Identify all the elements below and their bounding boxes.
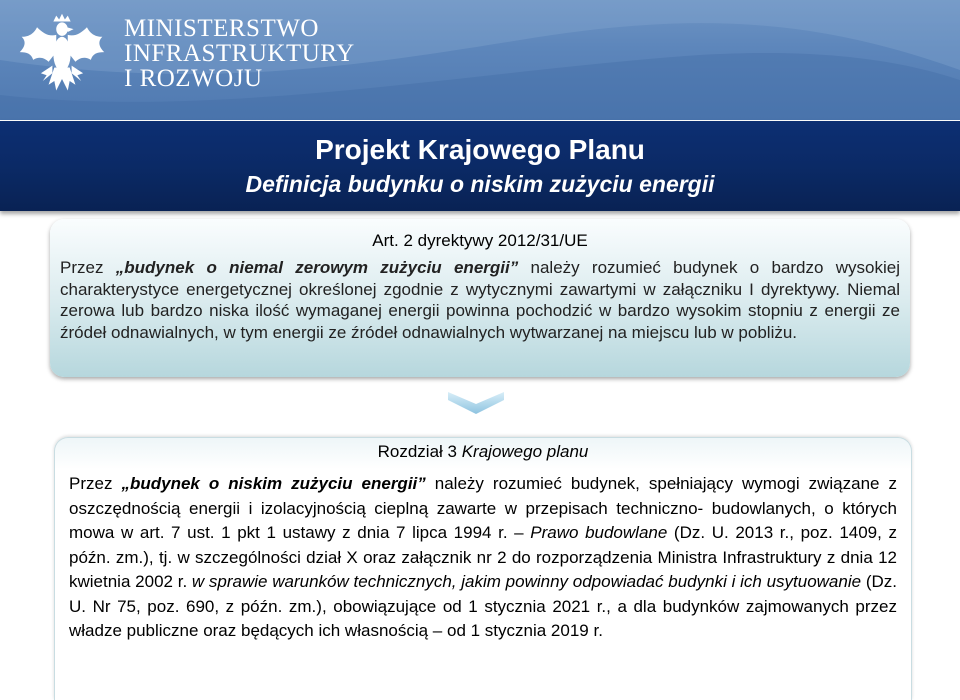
national-plan-text-2: należy rozumieć budynek, spełniający wymogi związane z oszczędnością energii i izolacyjnością cieplną zawarte w przepisach techniczno- budowlanych, o których mowa w art. 7 ust. 1 pkt 1 ustawy z dnia 7 lipca 1994 r. – [69,474,897,542]
national-plan-text-3: (Dz. U. 2013 r., poz. 1409, z późn. zm.), tj. w szczególności dział X oraz załącznik nr 2 do rozporządzenia Ministra Infrastruktury z dnia 12 kwietnia 2002 r. [69,523,897,591]
ministry-line-1: MINISTERSTWO [124,15,319,42]
national-plan-heading-prefix: Rozdział 3 [377,442,462,461]
national-plan-heading [55,442,911,462]
directive-text-prefix: Przez [60,258,116,277]
national-plan-defined-term: „budynek o niskim zużyciu energii” [121,474,426,493]
directive-heading: Art. 2 dyrektywy 2012/31/UE [372,231,588,250]
national-plan-text-4: (Dz. U. Nr 75, poz. 690, z późn. zm.), obowiązujące od 1 stycznia 2021 r., a dla budynków zajmowanych przez władze publiczne oraz będących ich własnością – od 1 stycznia 2019 r. [69,572,897,640]
directive-defined-term: „budynek o niemal zerowym zużyciu energii” [115,258,519,277]
white-eagle-emblem-icon [14,8,110,104]
regulation-title: w sprawie warunków technicznych, jakim powinny odpowiadać budynki i ich usytuowanie [191,572,862,591]
national-plan-text-1: Przez [69,474,122,493]
page-subtitle: Definicja budynku o niskim zużyciu energii [245,171,715,197]
header-bar [0,0,960,120]
ministry-line-3: I ROZWOJU [124,65,263,92]
building-law-title: Prawo budowlane [530,523,668,542]
ministry-name [124,16,355,91]
national-plan-definition-text [69,472,897,644]
national-plan-definition-box [54,437,912,700]
ministry-line-2: INFRASTRUKTURY [124,40,355,67]
chevron-down-icon [448,392,504,414]
national-plan-heading-italic: Krajowego planu [461,442,589,461]
directive-definition-box [50,219,910,377]
directive-definition-text [60,257,900,343]
directive-text-body: należy rozumieć budynek o bardzo wysokiej charakterystyce energetycznej określonej zgodnie z wytycznymi zawartymi w załączniku I dyrektywy. Niemal zerowa lub bardzo niska ilość wymaganej energii powinna pochodzić w bardzo wysokim stopniu z energii ze źródeł odnawialnych, w tym energii ze źródeł odnawialnych wytwarzanej na miejscu lub w pobliżu. [60,258,900,342]
page-title: Projekt Krajowego Planu [315,134,645,165]
